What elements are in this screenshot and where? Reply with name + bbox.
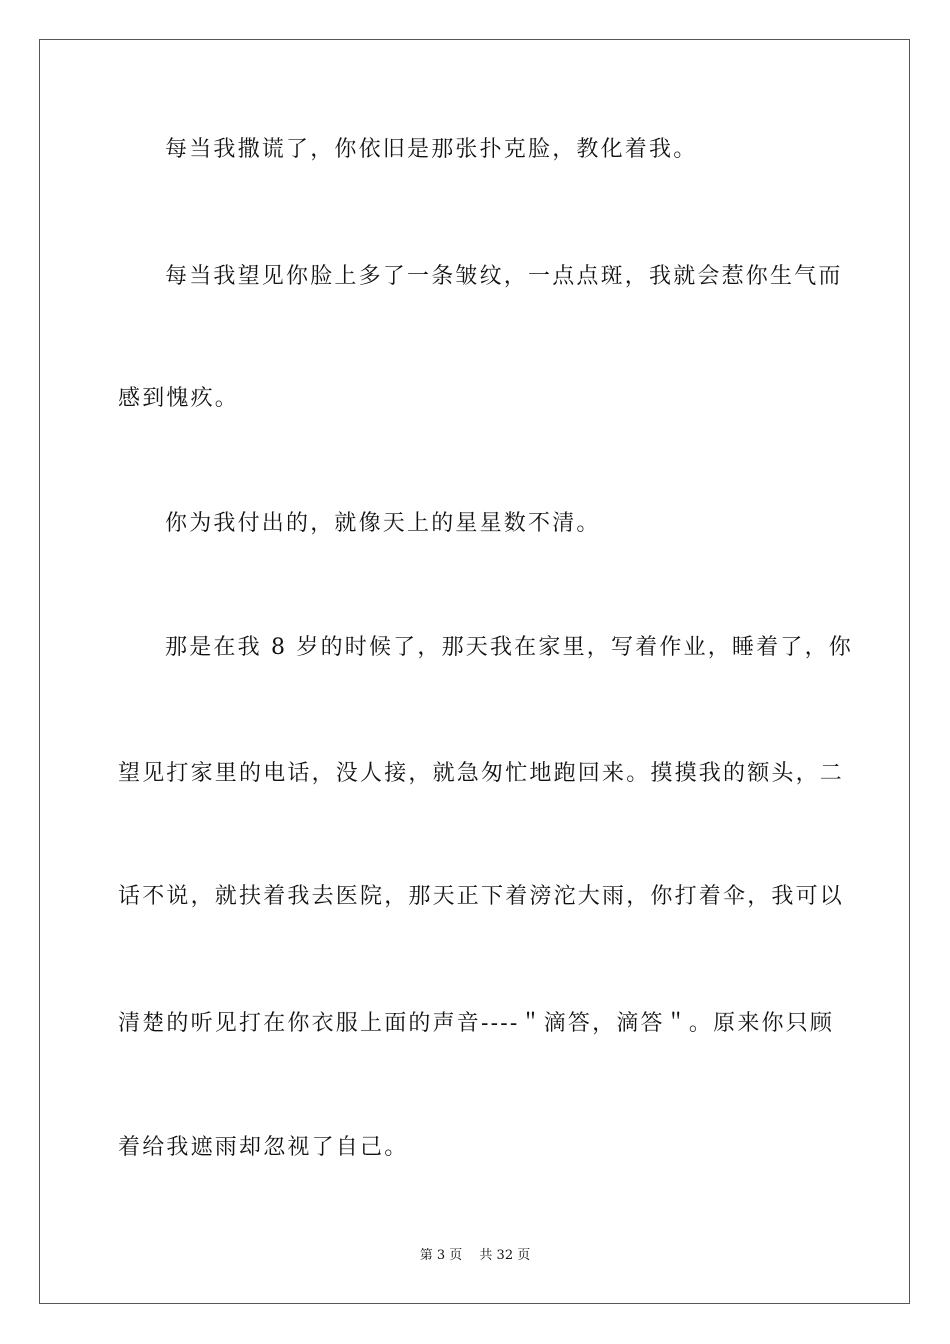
paragraph-line-5: 那是在我 8 岁的时候了，那天我在家里，写着作业，睡着了，你 (165, 635, 853, 660)
paragraph-line-1: 每当我撒谎了，你依旧是那张扑克脸，教化着我。 (165, 137, 698, 162)
paragraph-line-7: 话不说，就扶着我去医院，那天正下着滂沱大雨，你打着伞，我可以 (118, 884, 845, 909)
page-border (39, 39, 910, 1304)
paragraph-line-2: 每当我望见你脸上多了一条皱纹，一点点斑，我就会惹你生气而 (165, 264, 843, 289)
paragraph-line-8: 清楚的听见打在你衣服上面的声音----＂滴答，滴答＂。原来你只顾 (118, 1011, 835, 1036)
paragraph-line-4: 你为我付出的，就像天上的星星数不清。 (165, 511, 601, 536)
page-number-footer: 第 3 页 共 32 页 (419, 1248, 531, 1263)
paragraph-line-9: 着给我遮雨却忽视了自己。 (118, 1135, 409, 1160)
paragraph-line-3: 感到愧疚。 (118, 386, 240, 411)
paragraph-line-6: 望见打家里的电话，没人接，就急匆忙地跑回来。摸摸我的额头，二 (118, 761, 845, 786)
